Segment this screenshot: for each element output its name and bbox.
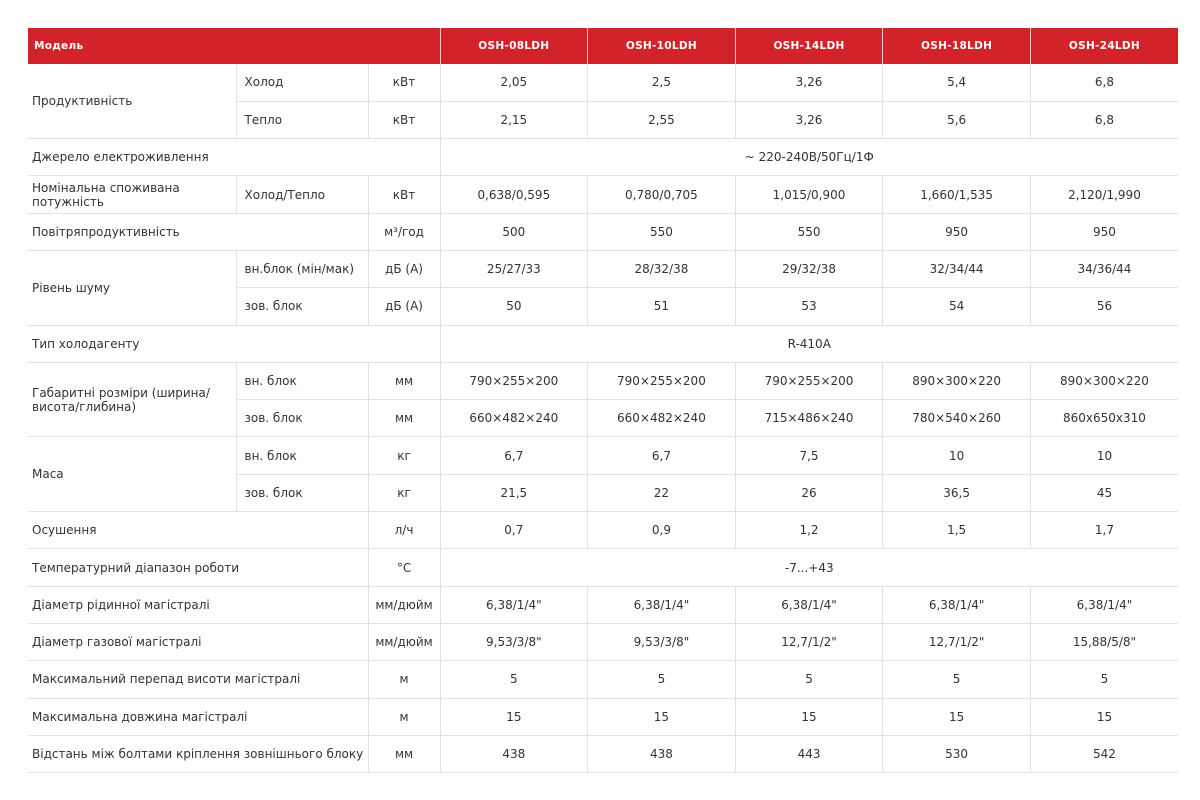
value-cell: 34/36/44 [1030, 250, 1178, 287]
unit-label: мм [368, 362, 440, 399]
model-header: OSH-10LDH [588, 28, 736, 64]
value-cell: 0,780/0,705 [588, 176, 736, 213]
value-cell: 530 [883, 735, 1031, 772]
unit-label: кВт [368, 101, 440, 138]
value-cell: 51 [588, 288, 736, 325]
value-cell: 6,7 [440, 437, 588, 474]
value-cell: 15,88/5/8" [1030, 623, 1178, 660]
unit-label: мм [368, 400, 440, 437]
value-cell: 890×300×220 [1030, 362, 1178, 399]
value-cell: 5,6 [883, 101, 1031, 138]
value-cell: 1,7 [1030, 512, 1178, 549]
param-label: Діаметр газової магістралі [28, 623, 368, 660]
value-cell: 790×255×200 [735, 362, 883, 399]
value-cell: 2,5 [588, 64, 736, 101]
table-row [28, 735, 1178, 772]
sub-label: зов. блок [236, 288, 368, 325]
value-cell: 790×255×200 [440, 362, 588, 399]
table-row [28, 437, 1178, 474]
value-cell: 5,4 [883, 64, 1031, 101]
value-cell: 10 [883, 437, 1031, 474]
param-label: Маса [28, 437, 236, 512]
value-cell: 6,38/1/4" [440, 586, 588, 623]
unit-label: мм [368, 735, 440, 772]
value-cell: 5 [440, 661, 588, 698]
value-cell: 2,55 [588, 101, 736, 138]
unit-label: кВт [368, 64, 440, 101]
unit-label: м [368, 661, 440, 698]
unit-label: кг [368, 474, 440, 511]
value-cell: 0,638/0,595 [440, 176, 588, 213]
unit-label: дБ (А) [368, 288, 440, 325]
unit-label: м³/год [368, 213, 440, 250]
param-label: Повітряпродуктивність [28, 213, 368, 250]
value-cell: 0,7 [440, 512, 588, 549]
param-label: Продуктивність [28, 64, 236, 139]
table-row [28, 139, 1178, 176]
value-cell: 7,5 [735, 437, 883, 474]
table-row [28, 213, 1178, 250]
value-cell: 45 [1030, 474, 1178, 511]
sub-label: Тепло [236, 101, 368, 138]
value-cell: 950 [883, 213, 1031, 250]
value-cell: 3,26 [735, 101, 883, 138]
value-cell: 2,15 [440, 101, 588, 138]
value-cell-merged: -7...+43 [440, 549, 1178, 586]
table-row [28, 325, 1178, 362]
value-cell: 15 [735, 698, 883, 735]
value-cell: 36,5 [883, 474, 1031, 511]
value-cell: 9,53/3/8" [588, 623, 736, 660]
value-cell: 28/32/38 [588, 250, 736, 287]
unit-label: кВт [368, 176, 440, 213]
table-row [28, 623, 1178, 660]
value-cell: 890×300×220 [883, 362, 1031, 399]
value-cell: 660×482×240 [440, 400, 588, 437]
value-cell: 790×255×200 [588, 362, 736, 399]
sub-label: вн. блок [236, 362, 368, 399]
param-label: Номінальна споживана потужність [28, 176, 236, 213]
value-cell: 6,8 [1030, 101, 1178, 138]
param-label: Максимальний перепад висоти магістралі [28, 661, 368, 698]
table-row [28, 362, 1178, 399]
value-cell: 1,5 [883, 512, 1031, 549]
value-cell: 660×482×240 [588, 400, 736, 437]
value-cell: 443 [735, 735, 883, 772]
param-label: Діаметр рідинної магістралі [28, 586, 368, 623]
value-cell: 5 [588, 661, 736, 698]
param-label: Джерело електроживлення [28, 139, 440, 176]
header-row [28, 28, 1178, 64]
value-cell: 2,05 [440, 64, 588, 101]
model-header: OSH-24LDH [1030, 28, 1178, 64]
value-cell: 53 [735, 288, 883, 325]
specifications-table [28, 28, 1178, 773]
value-cell: 1,660/1,535 [883, 176, 1031, 213]
value-cell: 15 [440, 698, 588, 735]
value-cell: 5 [1030, 661, 1178, 698]
value-cell: 32/34/44 [883, 250, 1031, 287]
value-cell: 25/27/33 [440, 250, 588, 287]
value-cell: 550 [735, 213, 883, 250]
value-cell: 6,38/1/4" [588, 586, 736, 623]
unit-label: мм/дюйм [368, 586, 440, 623]
table-row [28, 64, 1178, 101]
sub-label: зов. блок [236, 474, 368, 511]
table-row [28, 586, 1178, 623]
table-row [28, 250, 1178, 287]
param-label: Відстань між болтами кріплення зовнішнього блоку [28, 735, 368, 772]
model-header-label: Модель [28, 28, 440, 64]
value-cell: 15 [883, 698, 1031, 735]
unit-label: кг [368, 437, 440, 474]
unit-label: м [368, 698, 440, 735]
table-row [28, 661, 1178, 698]
value-cell: 3,26 [735, 64, 883, 101]
value-cell: 15 [1030, 698, 1178, 735]
table-row [28, 549, 1178, 586]
param-label: Тип холодагенту [28, 325, 440, 362]
value-cell: 950 [1030, 213, 1178, 250]
value-cell: 29/32/38 [735, 250, 883, 287]
value-cell: 21,5 [440, 474, 588, 511]
value-cell: 6,38/1/4" [735, 586, 883, 623]
value-cell: 5 [883, 661, 1031, 698]
value-cell: 6,38/1/4" [883, 586, 1031, 623]
value-cell: 50 [440, 288, 588, 325]
value-cell: 0,9 [588, 512, 736, 549]
value-cell: 1,2 [735, 512, 883, 549]
model-header: OSH-14LDH [735, 28, 883, 64]
sub-label: Холод/Тепло [236, 176, 368, 213]
value-cell: 6,8 [1030, 64, 1178, 101]
value-cell: 860x650x310 [1030, 400, 1178, 437]
value-cell: 26 [735, 474, 883, 511]
value-cell: 500 [440, 213, 588, 250]
value-cell: 9,53/3/8" [440, 623, 588, 660]
value-cell: 542 [1030, 735, 1178, 772]
value-cell-merged: R-410A [440, 325, 1178, 362]
sub-label: зов. блок [236, 400, 368, 437]
sub-label: Холод [236, 64, 368, 101]
value-cell: 56 [1030, 288, 1178, 325]
value-cell: 15 [588, 698, 736, 735]
param-label: Рівень шуму [28, 250, 236, 325]
value-cell: 6,38/1/4" [1030, 586, 1178, 623]
value-cell: 12,7/1/2" [735, 623, 883, 660]
value-cell: 54 [883, 288, 1031, 325]
unit-label: °C [368, 549, 440, 586]
unit-label: дБ (А) [368, 250, 440, 287]
value-cell: 1,015/0,900 [735, 176, 883, 213]
sub-label: вн. блок [236, 437, 368, 474]
value-cell: 2,120/1,990 [1030, 176, 1178, 213]
value-cell: 5 [735, 661, 883, 698]
param-label: Температурний діапазон роботи [28, 549, 368, 586]
value-cell: 22 [588, 474, 736, 511]
table-row [28, 512, 1178, 549]
value-cell-merged: ~ 220-240В/50Гц/1Ф [440, 139, 1178, 176]
value-cell: 12,7/1/2" [883, 623, 1031, 660]
unit-label: л/ч [368, 512, 440, 549]
value-cell: 438 [588, 735, 736, 772]
model-header: OSH-18LDH [883, 28, 1031, 64]
value-cell: 10 [1030, 437, 1178, 474]
value-cell: 780×540×260 [883, 400, 1031, 437]
table-row [28, 698, 1178, 735]
sub-label: вн.блок (мін/мак) [236, 250, 368, 287]
param-label: Максимальна довжина магістралі [28, 698, 368, 735]
param-label: Габаритні розміри (ширина/висота/глибина) [28, 362, 236, 437]
unit-label: мм/дюйм [368, 623, 440, 660]
value-cell: 715×486×240 [735, 400, 883, 437]
param-label: Осушення [28, 512, 368, 549]
value-cell: 550 [588, 213, 736, 250]
value-cell: 6,7 [588, 437, 736, 474]
table-row [28, 176, 1178, 213]
model-header: OSH-08LDH [440, 28, 588, 64]
value-cell: 438 [440, 735, 588, 772]
